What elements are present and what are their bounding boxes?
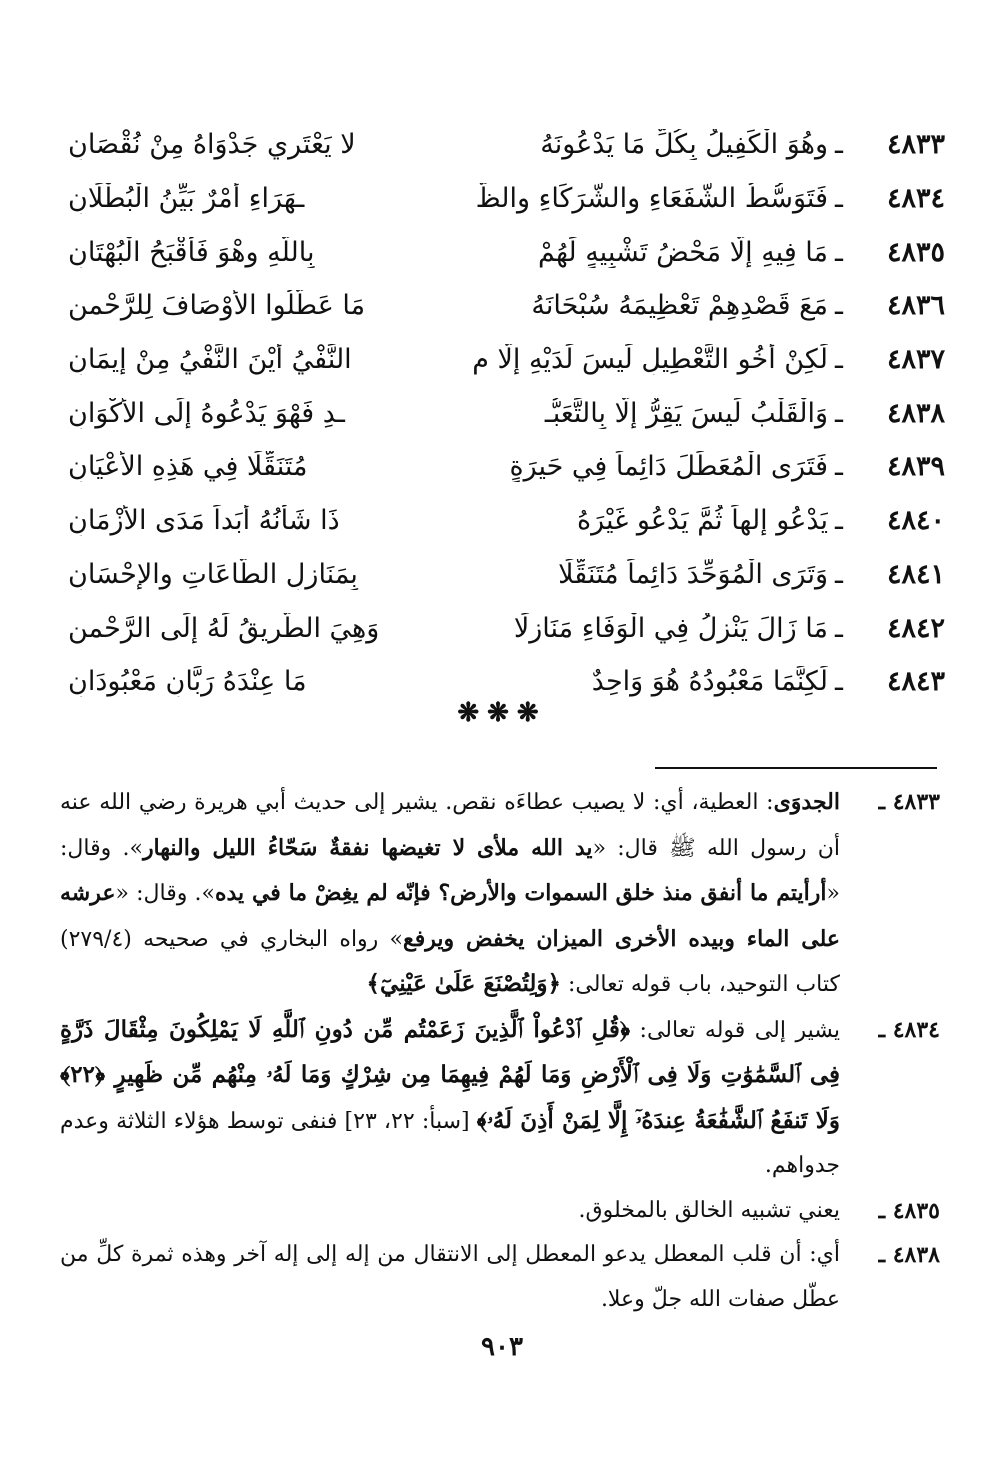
footnote-segment: يشير إلى قوله تعالى:: [630, 1017, 840, 1043]
verse-dash: ـ: [835, 236, 843, 268]
verse-first-hemistich: لَكِنْ أَخُو التَّعْطِيلِ لَيسَ لَدَيْهِ إِلَّا م: [472, 344, 828, 376]
verses-block: [60, 118, 945, 709]
verse-second-hemistich: النَّفْيُ أَيْنَ النَّفْيُ مِنْ إِيمَانِ: [68, 344, 352, 376]
page-number: ٩٠٣: [481, 1332, 523, 1362]
footnote-text: [60, 1242, 840, 1312]
verse-dash: ـ: [835, 129, 843, 161]
footnote-segment: [سبأ: ٢٢، ٢٣] فنفى توسط هؤلاء الثلاثة وعدم جدواهم.: [60, 1108, 840, 1178]
verse-first-hemistich: وَتَرَى الْمُوَحِّدَ دَائِماً مُتَنَقِّلًا: [558, 558, 828, 590]
verse-row: [60, 279, 945, 333]
verse-number: ٤٨٣٧: [886, 344, 945, 376]
footnote-text: [60, 1015, 840, 1179]
verse-dash: ـ: [835, 666, 843, 698]
verse-number: ٤٨٣٣: [886, 129, 945, 161]
verse-first-hemistich: فَتَرَى الْمُعَطِّلَ دَائِماً فِي حَيرَةٍ: [509, 451, 828, 483]
verse-dash: ـ: [835, 558, 843, 590]
quran-quote: ﴿وَلِتُصْنَعَ عَلَىٰ عَيْنِيٓ﴾: [366, 970, 561, 997]
bold-text: أرأيتم ما أنفق منذ خلق السموات والأرض؟ فإنّه لم يغِضْ ما في يده: [214, 880, 827, 906]
verse-first-hemistich: وهُوَ الْكَفِيلُ بِكُلِّ مَا يَدْعُونَهُ: [540, 129, 828, 161]
verse-row: [60, 601, 945, 655]
verse-number: ٤٨٣٩: [886, 451, 945, 483]
verse-first-hemistich: وَالْقَلْبُ لَيسَ يَقِرُّ إِلَّا بِالتَّعَبُّـ: [544, 397, 828, 429]
footnote-segment: أي: أن قلب المعطل يدعو المعطل إلى الانتقال من إله إلى إله آخر وهذه ثمرة كلِّ من عطّل صفات الله جلّ وعلا.: [60, 1242, 840, 1312]
footnote-number: ٤٨٣٨ ـ: [878, 1242, 940, 1268]
verse-first-hemistich: فَتَوَسُّطُ الشُّفَعَاءِ والشُّرَكَاءِ والظُّ: [475, 183, 828, 215]
verse-second-hemistich: مَا عَطَّلُوا الأَوْصَافَ لِلرَّحْمنِ: [68, 290, 366, 322]
footnote: [60, 780, 940, 1008]
verse-first-hemistich: لَكِنَّمَا مَعْبُودُهُ هُوَ وَاحِدٌ: [591, 666, 828, 698]
verse-dash: ـ: [835, 344, 843, 376]
verse-row: [60, 386, 945, 440]
verse-dash: ـ: [835, 290, 843, 322]
verse-number: ٤٨٣٨: [886, 397, 945, 429]
verse-dash: ـ: [835, 505, 843, 537]
footnote-text: [579, 1198, 840, 1223]
quran-quote: ﴿قُلِ ٱدْعُواْ ٱلَّذِينَ زَعَمْتُم مِّن دُونِ ٱللَّهِ لَا يَمْلِكُونَ مِثْقَالَ ذَرَّةٍ فِى ٱلسَّمَٰوَٰتِ وَلَا فِى ٱلْأَرْضِ وَمَا لَهُمْ فِيهِمَا مِن شِرْكٍ وَمَا لَهُۥ مِنْهُم مِّن ظَهِيرٍ ﴿٢٢﴾ وَلَا تَنفَعُ ٱلشَّفَٰعَةُ عِندَهُۥٓ إِلَّا لِمَنْ أَذِنَ لَهُۥ﴾: [60, 1015, 840, 1134]
verse-row: [60, 333, 945, 387]
verse-second-hemistich: بِمَنَازِلِ الطَّاعَاتِ والإحْسَانِ: [68, 558, 358, 590]
verse-first-hemistich: مَعَ قَصْدِهِمْ تَعْظِيمَهُ سُبْحَانَهُ: [531, 290, 828, 322]
verse-second-hemistich: بِاللَّهِ وهْوَ فَأَقْبَحُ الْبُهْتَانِ: [68, 236, 315, 268]
verse-row: [60, 225, 945, 279]
footnote-number: ٤٨٣٥ ـ: [878, 1197, 940, 1224]
verse-row: [60, 118, 945, 172]
verse-number: ٤٨٤١: [886, 558, 945, 590]
verse-dash: ـ: [835, 612, 843, 644]
footnote-number: ٤٨٣٣ ـ: [878, 789, 940, 815]
verse-second-hemistich: مَا عِنْدَهُ رَبَّانِ مَعْبُودَانِ: [68, 666, 307, 698]
verse-second-hemistich: وَهِيَ الطَّرِيقُ لَهُ إِلَى الرَّحْمنِ: [68, 612, 380, 644]
footnote-text: [60, 790, 840, 997]
footnote-divider: [655, 767, 937, 769]
bold-text: عرشه على الماء وبيده الأخرى الميزان يخفض ويرفع: [60, 880, 840, 952]
verse-dash: ـ: [835, 451, 843, 483]
footnote-segment: يعني تشبيه الخالق بالمخلوق.: [578, 1197, 840, 1223]
verse-row: [60, 494, 945, 548]
bold-text: الجدوَى: [773, 789, 840, 815]
bold-text: يد الله ملأى لا تغيضها نفقةٌ سَحّاءُ الليل والنهار: [142, 834, 593, 861]
verse-second-hemistich: ـهَرَاءِ أَمْرٌ بَيِّنُ الْبُطْلَانِ: [68, 183, 305, 215]
verse-number: ٤٨٣٦: [886, 290, 945, 322]
verse-dash: ـ: [835, 397, 843, 429]
verse-number: ٤٨٣٤: [886, 183, 945, 215]
verse-second-hemistich: لا يَعْتَرِي جَدْوَاهُ مِنْ نُقْصَانِ: [68, 129, 356, 161]
verse-number: ٤٨٣٥: [886, 236, 945, 268]
verse-row: [60, 548, 945, 602]
footnote-segment: : العطية، أي: لا يصيب عطاءَه نقص. يشير إلى حديث أبي هريرة رضي الله عنه أن رسول الله ﷺ قال: «: [60, 790, 840, 861]
verse-second-hemistich: ذَا شَأْنُهُ أَبَداً مَدَى الأَزْمَانِ: [68, 505, 340, 537]
footnote: [60, 1008, 940, 1189]
footnote: [60, 1233, 940, 1322]
footnote-number: ٤٨٣٤ ـ: [878, 1016, 940, 1043]
footnotes-block: [60, 780, 940, 1322]
verse-second-hemistich: مُتَنَقِّلًا فِي هَذِهِ الأَعْيَانِ: [68, 451, 308, 483]
footnote-segment: ». وقال: «: [115, 881, 215, 906]
verse-row: [60, 172, 945, 226]
verse-number: ٤٨٤٠: [886, 505, 945, 537]
footnote-segment: ». وقال: «: [60, 835, 840, 906]
verse-first-hemistich: يَدْعُو إِلهاً ثُمَّ يَدْعُو غَيْرَهُ: [576, 505, 828, 537]
verse-first-hemistich: مَا فِيهِ إِلَّا مَحْضُ تَشْبِيهٍ لَهُمْ: [537, 236, 828, 268]
verse-row: [60, 440, 945, 494]
verse-number: ٤٨٤٢: [886, 612, 945, 644]
footnote-segment: » رواه البخاري في صحيحه (٢٧٩/٤) كتاب التوحيد، باب قوله تعالى:: [60, 926, 840, 997]
verse-first-hemistich: مَا زَالَ يَنْزِلُ فِي الْوَفَاءِ مَنَازِلًا: [513, 612, 828, 644]
footnote: [60, 1189, 940, 1234]
verse-number: ٤٨٤٣: [886, 666, 945, 698]
verse-dash: ـ: [835, 183, 843, 215]
section-separator: ❋❋❋: [457, 698, 547, 728]
verse-second-hemistich: ـدِ فَهْوَ يَدْعُوهُ إِلَى الأَكْوَانِ: [68, 397, 345, 429]
